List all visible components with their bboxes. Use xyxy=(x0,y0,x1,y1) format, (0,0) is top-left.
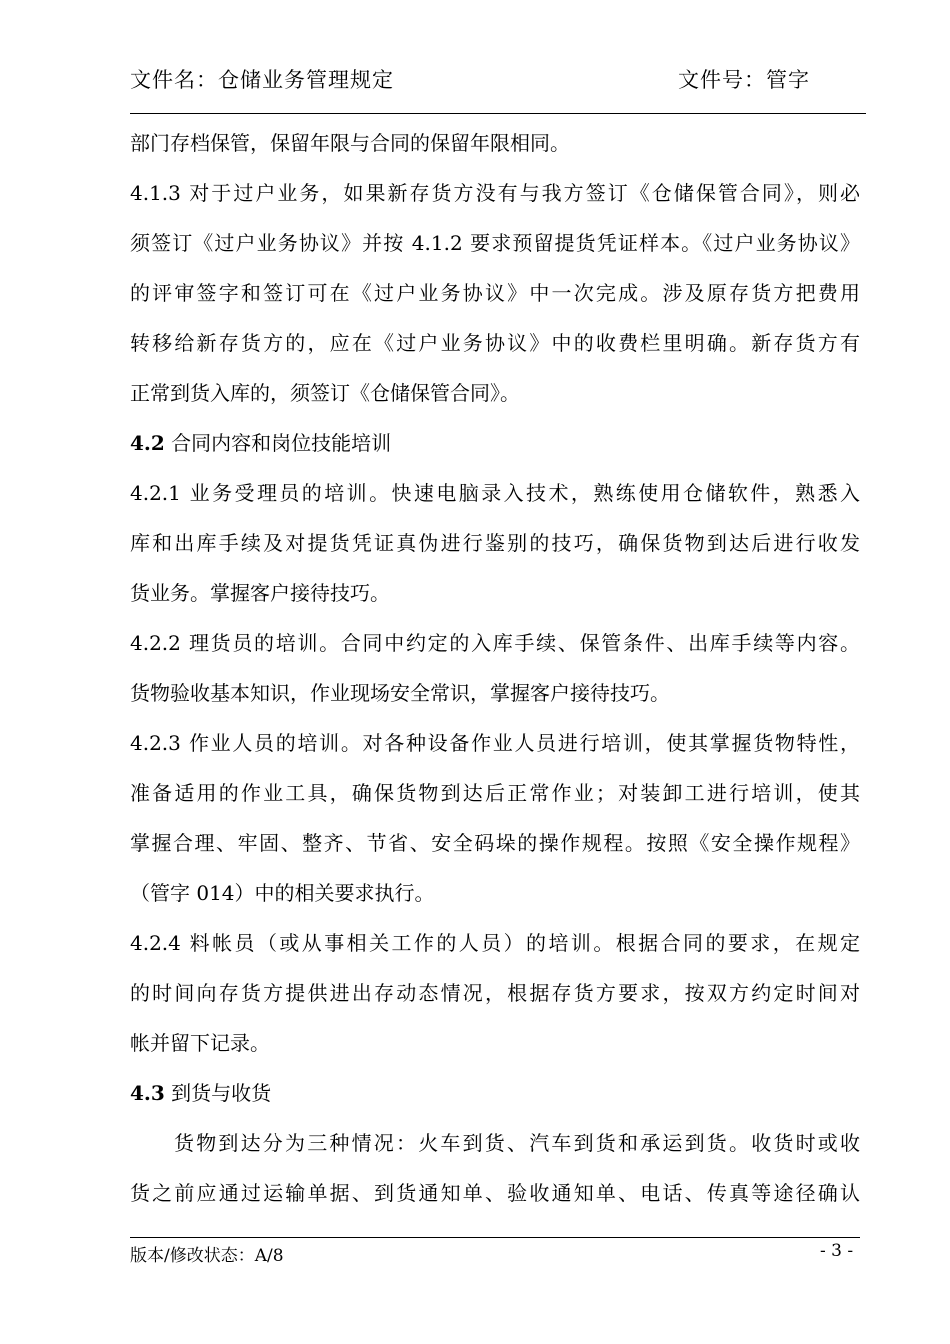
paragraph-line: 准备适用的作业工具，确保货物到达后正常作业；对装卸工进行培训，使其 xyxy=(130,781,860,805)
paragraph-line: 的评审签字和签订可在《过户业务协议》中一次完成。涉及原存货方把费用 xyxy=(130,281,860,305)
document-body xyxy=(130,118,860,1218)
paragraph-line: 货物验收基本知识，作业现场安全常识，掌握客户接待技巧。 xyxy=(130,681,670,705)
paragraph-line: 4.2.2 理货员的培训。合同中约定的入库手续、保管条件、出库手续等内容。 xyxy=(130,631,860,655)
section-heading-4-3 xyxy=(130,1068,860,1118)
header-divider xyxy=(130,113,866,114)
footer-divider xyxy=(130,1237,860,1238)
paragraph-line: 货之前应通过运输单据、到货通知单、验收通知单、电话、传真等途径确认 xyxy=(130,1181,860,1205)
paragraph-line: 部门存档保管，保留年限与合同的保留年限相同。 xyxy=(130,131,570,155)
file-name-label: 文件名：仓储业务管理规定 xyxy=(130,68,394,92)
paragraph-line: 4.2.3 作业人员的培训。对各种设备作业人员进行培训，使其掌握货物特性， xyxy=(130,731,860,755)
paragraph-line: 4.2.4 料帐员（或从事相关工作的人员）的培训。根据合同的要求，在规定 xyxy=(130,931,860,955)
paragraph-line: 4.1.3 对于过户业务，如果新存货方没有与我方签订《仓储保管合同》，则必 xyxy=(130,181,860,205)
paragraph-line: 4.2.1 业务受理员的培训。快速电脑录入技术，熟练使用仓储软件，熟悉入 xyxy=(130,481,860,505)
paragraph-line: 货物到达分为三种情况：火车到货、汽车到货和承运到货。收货时或收 xyxy=(174,1131,860,1155)
paragraph-line: 转移给新存货方的，应在《过户业务协议》中的收费栏里明确。新存货方有 xyxy=(130,331,860,355)
paragraph-line: （管字 014）中的相关要求执行。 xyxy=(130,881,435,905)
paragraph-line: 掌握合理、牢固、整齐、节省、安全码垛的操作规程。按照《安全操作规程》 xyxy=(130,831,860,855)
section-heading-4-2 xyxy=(130,418,860,468)
paragraph-line: 的时间向存货方提供进出存动态情况，根据存货方要求，按双方约定时间对 xyxy=(130,981,860,1005)
paragraph-line: 库和出库手续及对提货凭证真伪进行鉴别的技巧，确保货物到达后进行收发 xyxy=(130,531,860,555)
paragraph-line: 帐并留下记录。 xyxy=(130,1031,270,1055)
section-number: 4.3 xyxy=(130,1081,165,1105)
version-label: 版本/修改状态：A/8 xyxy=(130,1246,284,1266)
section-title: 到货与收货 xyxy=(171,1081,272,1105)
section-number: 4.2 xyxy=(130,431,165,455)
page-number: - 3 - xyxy=(820,1241,854,1261)
paragraph-line: 货业务。掌握客户接待技巧。 xyxy=(130,581,390,605)
section-title: 合同内容和岗位技能培训 xyxy=(171,431,392,455)
paragraph-line: 须签订《过户业务协议》并按 4.1.2 要求预留提货凭证样本。《过户业务协议》 xyxy=(130,231,860,255)
paragraph-line: 正常到货入库的，须签订《仓储保管合同》。 xyxy=(130,381,520,405)
page-header xyxy=(130,60,860,100)
file-number-label: 文件号：管字 xyxy=(678,68,810,92)
